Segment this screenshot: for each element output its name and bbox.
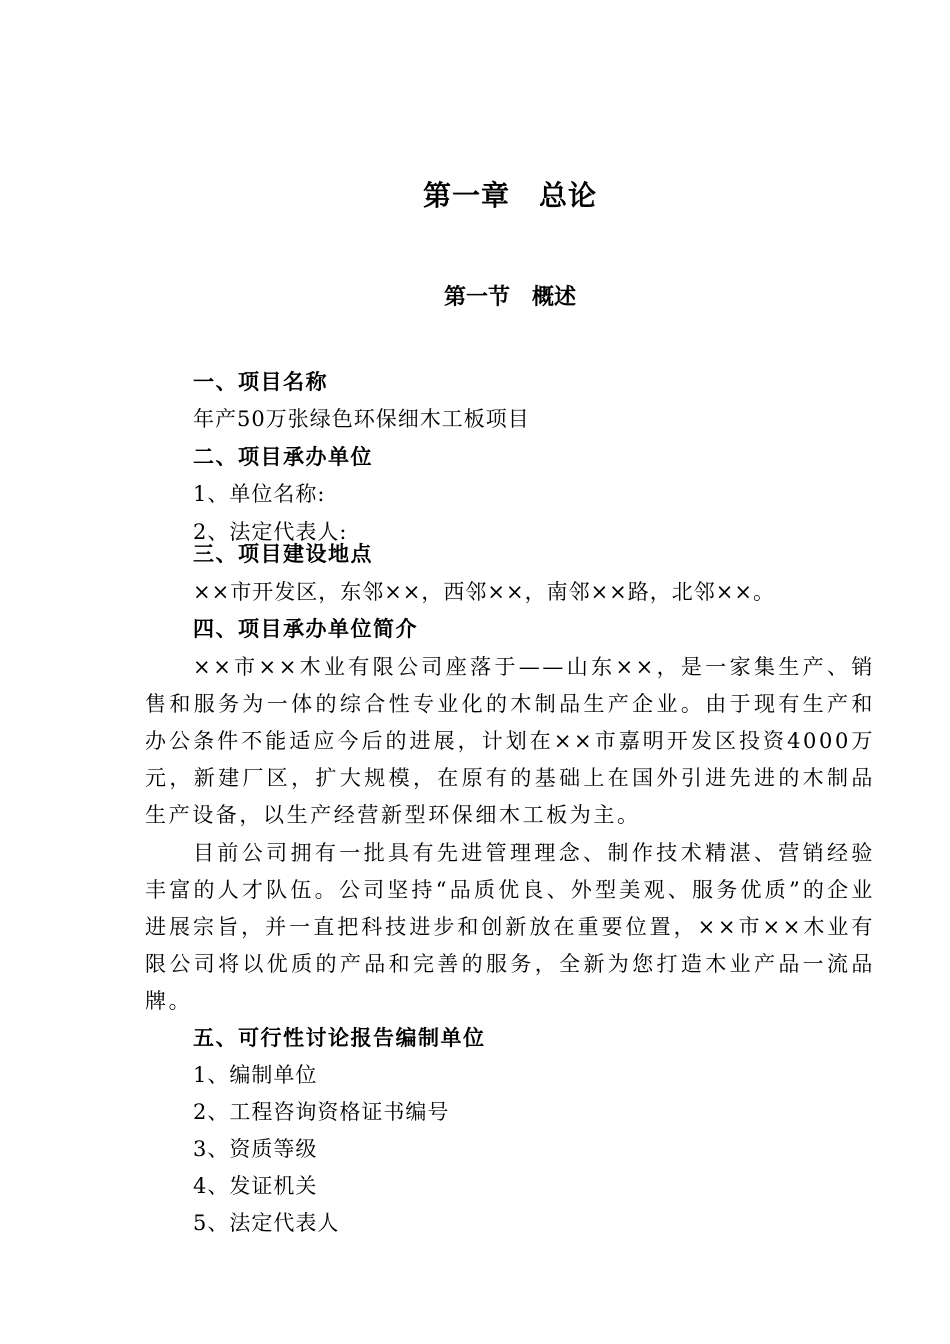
section-title: 第一节 概述	[443, 284, 576, 310]
heading-construction-site: 三、项目建设地点	[193, 541, 373, 566]
heading-project-name: 一、项目名称	[193, 369, 328, 394]
list-item: 2、法定代表人:	[193, 520, 348, 544]
heading-report-compiler: 五、可行性讨论报告编制单位	[193, 1025, 486, 1050]
list-item: 4、发证机关	[193, 1174, 318, 1198]
chapter-title: 第一章 总论	[422, 179, 597, 212]
list-item: 1、编制单位	[193, 1063, 318, 1087]
project-name-text: 年产50万张绿色环保细木工板项目	[193, 407, 530, 431]
intro-paragraph-2: 目前公司拥有一批具有先进管理理念、制作技术精湛、营销经验丰富的人才队伍。公司坚持“品质优良、外型美观、服务优质”的企业进展宗旨，并一直把科技进步和创新放在重要位置，××市××木业有限公司将以优质的产品和完善的服务，全新为您打造木业产品一流品牌。	[145, 841, 875, 1013]
intro-paragraph-1: ××市××木业有限公司座落于——山东××，是一家集生产、销售和服务为一体的综合性专业化的木制品生产企业。由于现有生产和办公条件不能适应今后的进展，计划在××市嘉明开发区投资4000万元，新建厂区，扩大规模，在原有的基础上在国外引进先进的木制品生产设备，以生产经营新型环保细木工板为主。	[145, 655, 875, 827]
heading-undertaking-unit: 二、项目承办单位	[193, 444, 373, 469]
construction-site-text: ××市开发区，东邻××，西邻××，南邻××路，北邻××。	[193, 580, 775, 604]
list-item: 1、单位名称:	[193, 482, 326, 506]
list-item: 3、资质等级	[193, 1137, 318, 1161]
list-item: 5、法定代表人	[193, 1211, 340, 1235]
list-item: 2、工程咨询资格证书编号	[193, 1100, 450, 1124]
heading-unit-intro: 四、项目承办单位简介	[193, 616, 418, 641]
